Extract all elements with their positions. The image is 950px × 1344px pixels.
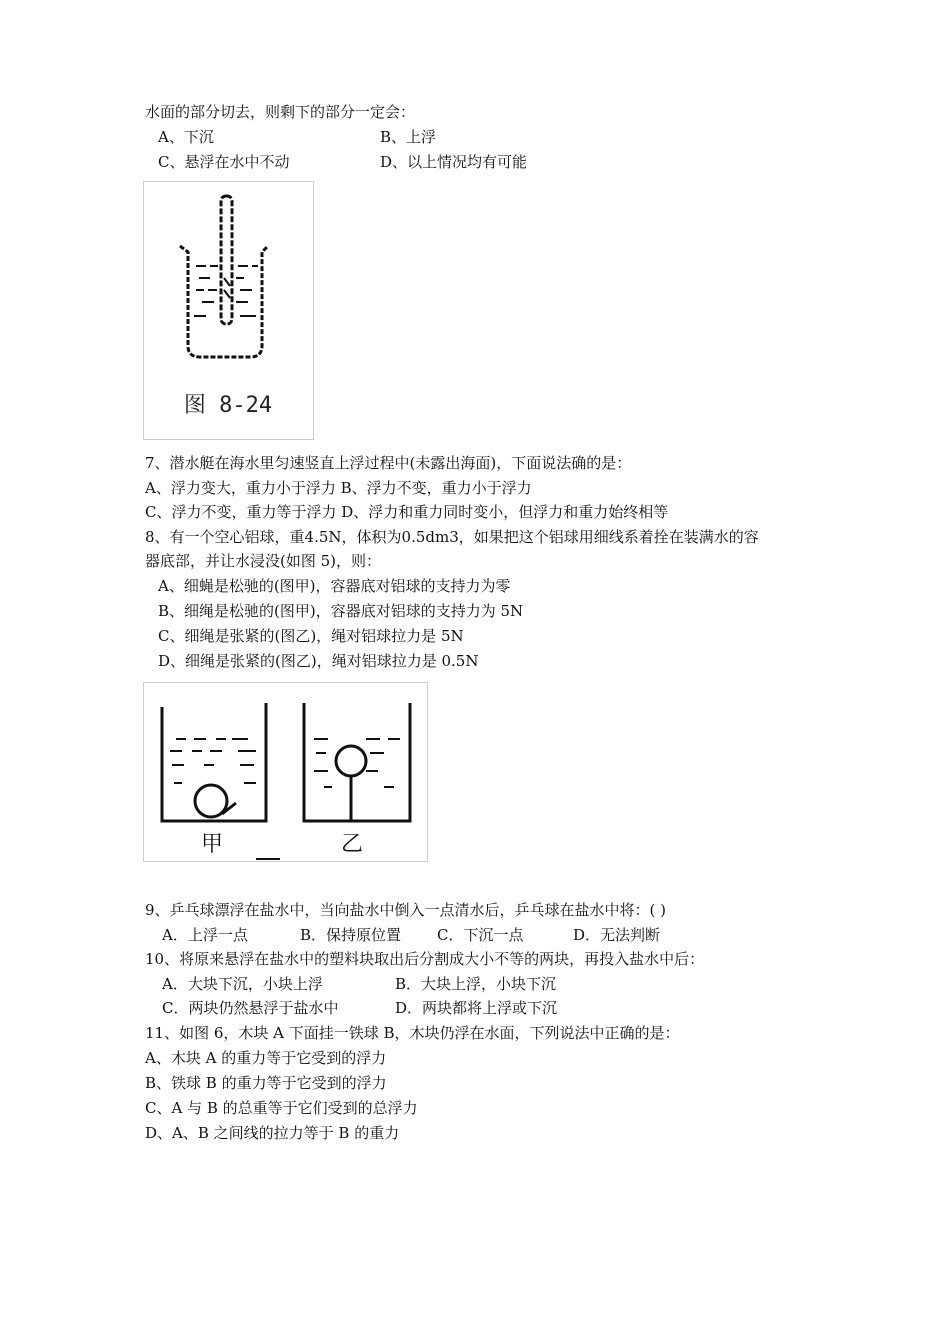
q9-stem: 9、乒乓球漂浮在盐水中，当向盐水中倒入一点清水后，乒乓球在盐水中将：( ) <box>145 901 667 919</box>
figure-5-label-jia: 甲 <box>200 832 224 857</box>
q10-stem: 10、将原来悬浮在盐水中的塑料块取出后分割成大小不等的两块，再投入盐水中后： <box>145 950 705 968</box>
q6-stem: 水面的部分切去，则剩下的部分一定会： <box>145 103 416 121</box>
q6-option-d: D、以上情况均有可能 <box>380 153 528 171</box>
q10-option-b: B．大块上浮，小块下沉 <box>395 975 557 993</box>
q10-option-d: D．两块都将上浮或下沉 <box>395 999 558 1017</box>
q6-option-b: B、上浮 <box>380 128 437 146</box>
q6-option-c: C、悬浮在水中不动 <box>158 153 290 171</box>
q9-option-a: A．上浮一点 <box>162 926 248 944</box>
q11-option-c: C、A 与 B 的总重等于它们受到的总浮力 <box>145 1099 418 1117</box>
q8-stem-line2: 器底部，并让水浸没(如图 5)，则： <box>145 552 382 570</box>
q8-option-a: A、细蝇是松驰的(图甲)，容器底对铝球的支持力为零 <box>158 577 511 595</box>
q11-option-a: A、木块 A 的重力等于它受到的浮力 <box>145 1049 387 1067</box>
q8-stem-line1: 8、有一个空心铝球，重4.5N，体积为0.5dm3，如果把这个铝球用细线系着拴在装满水的容 <box>145 528 759 546</box>
q7-stem: 7、潜水艇在海水里匀速竖直上浮过程中(未露出海面)，下面说法确的是： <box>145 454 632 472</box>
beaker-with-rod-illustration <box>144 182 313 439</box>
figure-8-24 <box>143 181 314 440</box>
q9-option-c: C．下沉一点 <box>437 926 524 944</box>
q9-option-b: B．保持原位置 <box>300 926 402 944</box>
q7-options-ab: A、浮力变大，重力小于浮力 B、浮力不变，重力小于浮力 <box>145 479 532 497</box>
q8-option-b: B、细绳是松驰的(图甲)，容器底对铝球的支持力为 5N <box>158 602 524 620</box>
q11-stem: 11、如图 6，木块 A 下面挂一铁球 B，木块仍浮在水面，下列说法中正确的是： <box>145 1024 680 1042</box>
q11-option-d: D、A、B 之间线的拉力等于 B 的重力 <box>145 1124 400 1142</box>
two-containers-illustration <box>144 683 427 861</box>
q7-options-cd: C、浮力不变，重力等于浮力 D、浮力和重力同时变小，但浮力和重力始终相等 <box>145 503 669 521</box>
q11-option-b: B、铁球 B 的重力等于它受到的浮力 <box>145 1074 387 1092</box>
q8-option-d: D、细绳是张紧的(图乙)，绳对铝球拉力是 0.5N <box>158 652 479 670</box>
figure-5-label-yi: 乙 <box>340 832 364 857</box>
q10-option-a: A．大块下沉，小块上浮 <box>162 975 323 993</box>
q6-option-a: A、下沉 <box>158 128 214 146</box>
q8-option-c: C、细绳是张紧的(图乙)，绳对铝球拉力是 5N <box>158 627 464 645</box>
q10-option-c: C．两块仍然悬浮于盐水中 <box>162 999 339 1017</box>
figure-5 <box>143 682 428 862</box>
q9-option-d: D．无法判断 <box>573 926 661 944</box>
figure-8-24-caption: 图 8-24 <box>183 393 273 418</box>
